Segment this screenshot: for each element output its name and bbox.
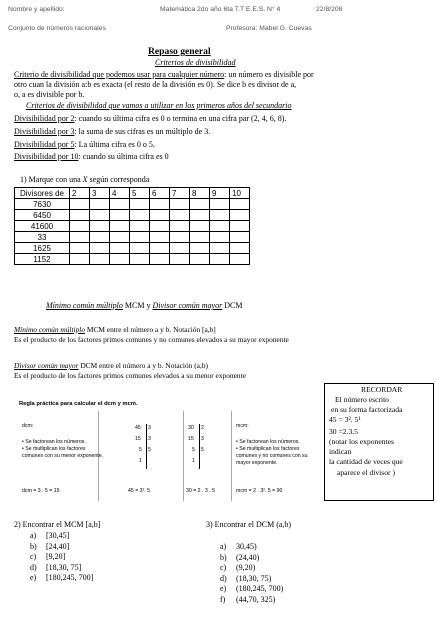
check-cell[interactable] [130,232,150,243]
criterion-line-1: Criterio de divisibilidad que podemos usar para cualquier número: un número es divisible por [14,70,314,79]
table-header-cell: 7 [170,188,190,199]
check-cell[interactable] [90,210,110,221]
check-cell[interactable] [210,221,230,232]
check-cell[interactable] [210,210,230,221]
table-header-cell: Divisores de [15,188,70,199]
factor-row: 3 [148,425,151,431]
recordar-line: El número escrito [335,395,389,404]
recordar-line: 45 = 3². 5¹ [329,415,361,424]
factor-row: 5 [201,447,204,453]
table-header-cell: 8 [190,188,210,199]
check-cell[interactable] [70,254,90,265]
number-cell: 41600 [15,221,70,232]
secondary-heading: Criterios de divisibilidad que vamos a utilizar en los primeros años del secundario [26,101,292,110]
exercise-1-instruction: 1) Marque con una X según corresponda [20,175,150,184]
check-cell[interactable] [110,221,130,232]
list-item: e) [180,245, 700] [30,573,94,583]
recordar-box [324,383,434,501]
check-cell[interactable] [230,243,250,254]
check-cell[interactable] [190,199,210,210]
page-subtitle: Criterios de divisibilidad [155,58,236,67]
rule-div-10: Divisibilidad por 10: cuando su última cifra es 0 [14,152,169,161]
date-label: 22/8/208 [316,6,343,13]
table-row [15,232,250,243]
check-cell[interactable] [90,199,110,210]
list-item: c) (9,20) [220,563,256,573]
check-cell[interactable] [150,210,170,221]
check-cell[interactable] [210,232,230,243]
table-row [15,254,250,265]
factor-row: 1 [139,458,142,464]
criterion-line-2: otro cuan la división a:b es exacta (el resto de la división es 0). Se dice b es divisor de a, [14,80,297,89]
factor-row: 1 [192,458,195,464]
table-header-cell: 5 [130,188,150,199]
check-cell[interactable] [230,232,250,243]
number-cell: 1625 [15,243,70,254]
check-cell[interactable] [130,199,150,210]
check-cell[interactable] [110,243,130,254]
check-cell[interactable] [190,243,210,254]
number-cell: 1152 [15,254,70,265]
check-cell[interactable] [110,199,130,210]
check-cell[interactable] [170,232,190,243]
list-item: b) (24,40) [220,552,260,562]
list-item: b) [24,40] [30,541,70,551]
rule-div-3: Divisibilidad por 3: la suma de sus cifras es un múltiplo de 3. [14,127,211,136]
check-cell[interactable] [130,243,150,254]
factor-row: 3 [201,436,204,442]
divisibility-table [14,187,250,265]
dcm-definition: Divisor común mayor DCM entre el número a y b. Notación (a,b) [14,361,208,370]
check-cell[interactable] [170,254,190,265]
mcm-label: mcm: [236,423,249,429]
table-header-cell: 9 [210,188,230,199]
number-cell: 6450 [15,210,70,221]
check-cell[interactable] [170,243,190,254]
factor-row: 15 [135,436,141,442]
recordar-line: 30 =2.3.5 [329,427,358,436]
page-title: Repaso general [148,46,211,57]
dcm-bullet: • Se multiplican los factores [22,446,86,452]
check-cell[interactable] [110,254,130,265]
practical-rule-title: Regla práctica para calcular el dcm y mcm. [19,401,138,407]
mcm-result: mcm = 2 . 3². 5 = 90 [236,488,283,494]
list-item: c) [9,20] [30,552,66,562]
check-cell[interactable] [130,210,150,221]
check-cell[interactable] [190,254,210,265]
name-label: Nombre y apellido: [8,6,65,13]
check-cell[interactable] [230,199,250,210]
table-row [15,210,250,221]
teacher-label: Profesora: Mabel G. Cuevas [226,25,312,32]
factor-row: 5 [192,447,195,453]
exercise-3-title: 3) Encontrar el DCM (a,b) [206,520,292,529]
check-cell[interactable] [230,221,250,232]
recordar-line: (notar los exponentes [329,437,394,446]
table-row [15,221,250,232]
factor-row: 2 [201,425,204,431]
check-cell[interactable] [90,232,110,243]
exercise-2-title: 2) Encontrar el MCM [a,b] [14,520,101,529]
check-cell[interactable] [230,210,250,221]
table-header-row [15,188,250,199]
check-cell[interactable] [170,210,190,221]
check-cell[interactable] [210,243,230,254]
check-cell[interactable] [90,254,110,265]
divider [231,411,232,501]
check-cell[interactable] [90,221,110,232]
check-cell[interactable] [190,221,210,232]
mcm-bullet: comunes y no comunes con su [236,453,308,459]
factor-row: 15 [188,436,194,442]
table-header-cell: 6 [150,188,170,199]
factor-row: 5 [148,447,151,453]
rule-div-5: Divisibilidad por 5: La última cifra es 0 o 5. [14,140,155,149]
check-cell[interactable] [210,254,230,265]
fact30-result: 30 = 2 . 3 . 5 [186,488,215,494]
list-item: a) 30,45) [220,542,257,551]
mcm-bullet: • Se factorean los números. [236,439,300,445]
check-cell[interactable] [190,210,210,221]
mcm-dcm-heading: Mínimo común múltiplo MCM y Divisor común mayor DCM [46,301,243,310]
check-cell[interactable] [170,221,190,232]
check-cell[interactable] [70,232,90,243]
recordar-title: RECORDAR [361,385,403,394]
check-cell[interactable] [130,254,150,265]
dcm-bullet: comunes con su menor exponente. [22,453,104,459]
check-cell[interactable] [150,221,170,232]
check-cell[interactable] [70,243,90,254]
number-cell: 7630 [15,199,70,210]
check-cell[interactable] [90,243,110,254]
check-cell[interactable] [210,199,230,210]
factor-bar [199,424,200,469]
factor-row: 30 [188,425,194,431]
list-item: d) (18,30, 75) [220,573,272,583]
check-cell[interactable] [110,210,130,221]
factor-row: 3 [148,436,151,442]
table-row [15,243,250,254]
dcm-bullet: • Se factorean los números. [22,439,86,445]
recordar-line: la cantidad de veces que [329,457,403,466]
check-cell[interactable] [70,210,90,221]
course-label: Matemática 2do año 6ta T.T E.E.S. N° 4 [160,6,281,13]
mcm-definition: Mínimo común múltiplo MCM entre el número a y b. Notación [a,b] [14,325,216,334]
factor-bar [146,424,147,469]
criterion-line-3: o, a es divisible por b. [14,90,85,99]
list-item: f) (44,70, 325) [220,594,276,604]
exercise-3-list [220,542,283,606]
table-header-cell: 2 [70,188,90,199]
recordar-line: aparece el divisor ) [337,468,395,477]
dcm-result: dcm = 3 . 5 = 15 [22,488,60,494]
mcm-bullet: • Se multiplican los factores [236,446,300,452]
fact45-result: 45 = 3². 5 [128,488,151,494]
list-item: a) [30,45] [30,531,70,540]
check-cell[interactable] [170,199,190,210]
check-cell[interactable] [150,232,170,243]
check-cell[interactable] [150,199,170,210]
list-item: e) (180,245, 700) [220,584,284,594]
check-cell[interactable] [150,254,170,265]
topic-label: Conjunto de números racionales [8,25,106,32]
rule-div-2: Divisibilidad por 2: cuando su última cifra es 0 o termina en una cifra par (2, 4, 6, 8). [14,114,287,123]
number-cell: 33 [15,232,70,243]
table-row [15,199,250,210]
check-cell[interactable] [70,221,90,232]
table-header-cell: 4 [110,188,130,199]
mcm-bullet: mayor exponente. [236,460,278,466]
check-cell[interactable] [70,199,90,210]
factor-row: 45 [135,425,141,431]
list-item: d) [18,30, 75] [30,562,82,572]
check-cell[interactable] [130,221,150,232]
recordar-line: en su forma factorizada [331,405,403,414]
table-header-cell: 3 [90,188,110,199]
mcm-definition-line2: Es el producto de los factores primos comunes y no comunes elevados a su mayor exponente [14,335,289,344]
factor-row: 5 [139,447,142,453]
exercise-2-list [30,531,93,584]
check-cell[interactable] [230,254,250,265]
check-cell[interactable] [150,243,170,254]
divider [183,411,184,501]
check-cell[interactable] [110,232,130,243]
check-cell[interactable] [190,232,210,243]
table-header-cell: 10 [230,188,250,199]
dcm-definition-line2: Es el producto de los factores primos comunes elevados a su menor exponente [14,371,246,380]
dcm-label: dcm: [22,423,34,429]
recordar-line: indican [329,447,352,456]
